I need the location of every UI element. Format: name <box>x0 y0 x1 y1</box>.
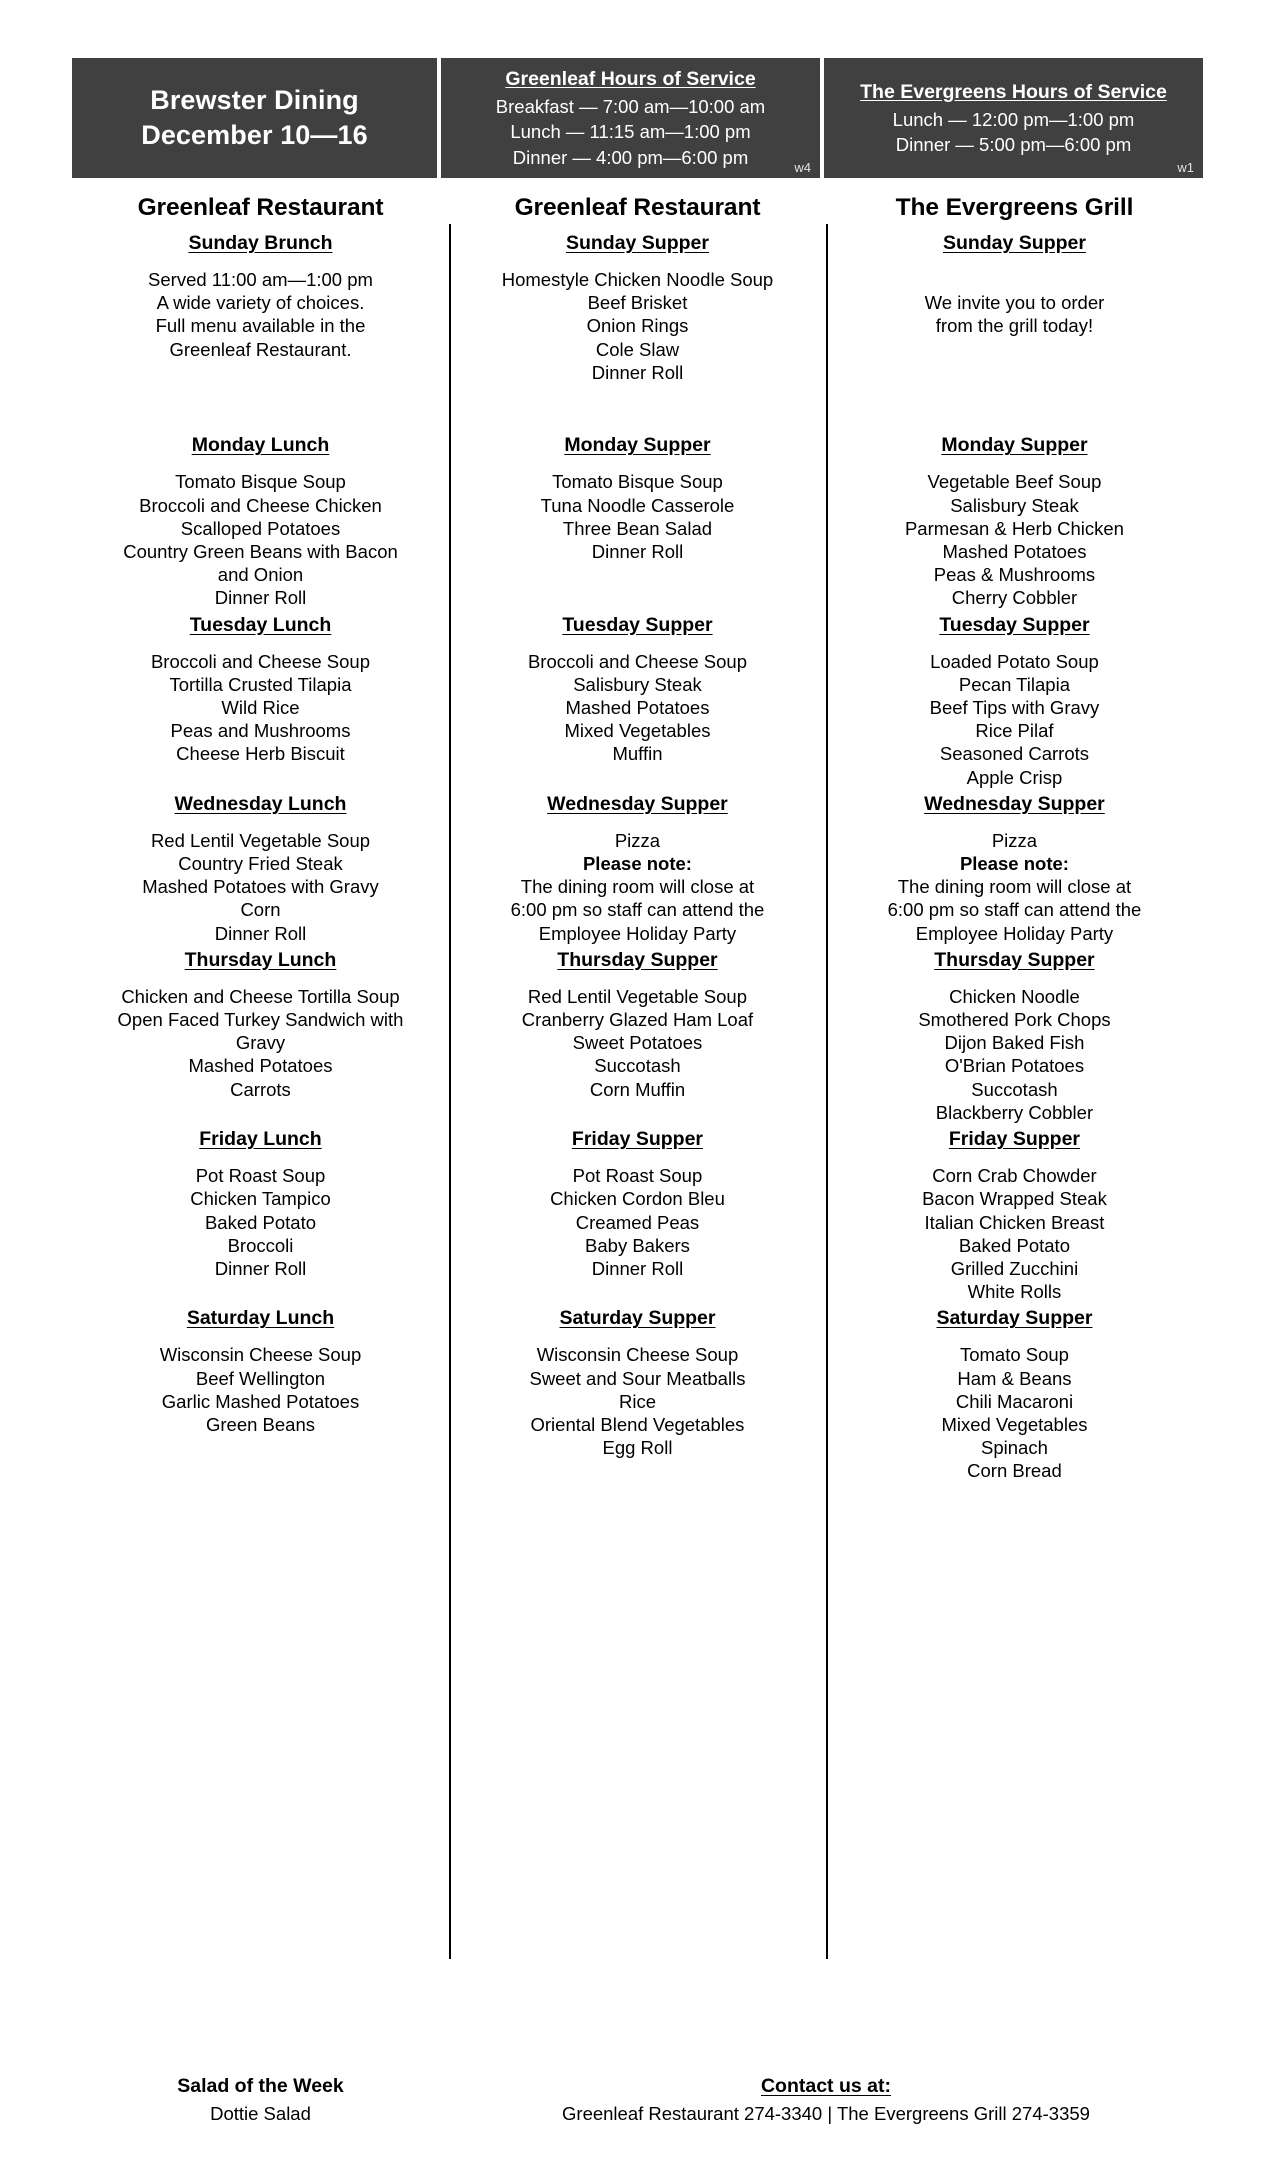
menu-page <box>0 58 1275 2158</box>
menu-item: Succotash <box>594 1055 681 1077</box>
menu-item: White Rolls <box>967 1281 1062 1303</box>
menu-item: Corn Bread <box>967 1460 1062 1482</box>
menu-item: Chicken Cordon Bleu <box>550 1188 725 1210</box>
menu-item: Red Lentil Vegetable Soup <box>150 829 371 851</box>
meal-heading: Thursday Supper <box>934 948 1095 971</box>
menu-item: Corn Crab Chowder <box>932 1165 1097 1187</box>
menu-item: Spinach <box>981 1437 1048 1459</box>
menu-column-2 <box>449 194 826 1487</box>
meal-spacer <box>457 563 818 609</box>
meal-block <box>834 949 1195 1124</box>
meal-heading: Thursday Lunch <box>184 948 337 971</box>
meal-block <box>457 949 818 1124</box>
meal-block <box>834 1128 1195 1303</box>
menu-item: Seasoned Carrots <box>939 743 1090 765</box>
menu-item: Mashed Potatoes <box>942 541 1087 563</box>
menu-item: Parmesan & Herb Chicken <box>904 517 1124 539</box>
menu-column-3 <box>826 194 1203 1487</box>
menu-item: Broccoli and Cheese Chicken <box>139 494 382 516</box>
meal-spacer <box>80 1436 441 1482</box>
menu-item: Wisconsin Cheese Soup <box>536 1344 739 1366</box>
meal-block <box>80 232 441 430</box>
menu-item: Pizza <box>614 829 661 851</box>
greenleaf-hours-heading: Greenleaf Hours of Service <box>505 68 756 91</box>
menu-item: Corn Muffin <box>589 1078 686 1100</box>
meal-heading: Sunday Brunch <box>188 232 333 254</box>
menu-item: Red Lentil Vegetable Soup <box>527 985 748 1007</box>
meal-heading: Friday Lunch <box>199 1128 322 1151</box>
meal-item-list <box>457 1164 818 1280</box>
menu-item: Greenleaf Restaurant. <box>169 338 352 360</box>
meal-heading: Monday Lunch <box>191 434 330 457</box>
meal-block <box>457 1307 818 1482</box>
menu-item: Green Beans <box>205 1413 315 1435</box>
meal-item-list <box>834 650 1195 789</box>
menu-item: Carrots <box>230 1078 291 1100</box>
menu-item: Pot Roast Soup <box>572 1165 703 1187</box>
menu-item: Tomato Bisque Soup <box>175 471 346 493</box>
meal-heading: Wednesday Supper <box>924 792 1105 815</box>
meal-block <box>834 614 1195 789</box>
menu-item: A wide variety of choices. <box>156 292 365 314</box>
meal-item-list <box>80 268 441 361</box>
meal-heading: Sunday Supper <box>942 232 1086 254</box>
meal-spacer <box>80 1101 441 1124</box>
menu-item: Employee Holiday Party <box>915 922 1114 944</box>
menu-item: Garlic Mashed Potatoes <box>161 1390 360 1412</box>
meal-heading: Saturday Supper <box>559 1307 716 1330</box>
contact-info <box>449 2075 1203 2126</box>
menu-item: The dining room will close at <box>520 876 755 898</box>
salad-value: Dottie Salad <box>210 2102 311 2124</box>
menu-item: Baked Potato <box>204 1211 317 1233</box>
menu-item: Smothered Pork Chops <box>918 1009 1111 1031</box>
meal-block <box>457 614 818 789</box>
menu-item: O'Brian Potatoes <box>944 1055 1085 1077</box>
menu-item: Dinner Roll <box>214 922 307 944</box>
meal-spacer <box>457 384 818 430</box>
menu-item: Dinner Roll <box>214 1257 307 1279</box>
menu-item: Bacon Wrapped Steak <box>922 1188 1107 1210</box>
menu-item: Peas and Mushrooms <box>170 720 351 742</box>
meal-block <box>834 434 1195 609</box>
menu-item <box>834 268 1195 291</box>
meal-block <box>80 949 441 1124</box>
meal-block <box>834 793 1195 945</box>
meal-spacer <box>457 1459 818 1482</box>
column-title: Greenleaf Restaurant <box>137 194 384 221</box>
menu-item: Mashed Potatoes <box>188 1055 333 1077</box>
menu-item: Grilled Zucchini <box>950 1257 1079 1279</box>
menu-column-1 <box>72 194 449 1487</box>
menu-item: Three Bean Salad <box>562 517 713 539</box>
meal-block <box>80 1128 441 1303</box>
meal-item-list <box>457 1343 818 1459</box>
menu-item: Muffin <box>612 743 663 765</box>
menu-item: Sweet Potatoes <box>572 1032 703 1054</box>
meal-heading: Monday Supper <box>564 434 711 457</box>
menu-item: Italian Chicken Breast <box>924 1211 1105 1233</box>
menu-item: Beef Tips with Gravy <box>929 697 1100 719</box>
menu-item: Cherry Cobbler <box>951 587 1078 609</box>
meal-item-list <box>457 829 818 945</box>
menu-item: from the grill today! <box>935 315 1094 337</box>
meal-spacer <box>457 1101 818 1124</box>
meal-block <box>80 793 441 945</box>
meal-item-list <box>80 470 441 609</box>
menu-item: Beef Brisket <box>587 292 688 314</box>
meal-item-list <box>834 829 1195 945</box>
menu-item: Gravy <box>235 1032 286 1054</box>
meal-item-list <box>834 1343 1195 1482</box>
menu-item: Wild Rice <box>221 697 300 719</box>
menu-item: Chicken Tampico <box>190 1188 331 1210</box>
menu-item: Chicken Noodle <box>949 985 1080 1007</box>
meal-spacer <box>80 361 441 431</box>
meal-block <box>80 614 441 789</box>
menu-item: Full menu available in the <box>155 315 366 337</box>
meal-spacer <box>457 1280 818 1303</box>
menu-item: Mashed Potatoes with Gravy <box>142 876 379 898</box>
menu-item: Mixed Vegetables <box>564 720 711 742</box>
menu-item: Corn <box>240 899 281 921</box>
meal-heading: Tuesday Supper <box>562 613 713 636</box>
meal-heading: Wednesday Lunch <box>174 792 347 815</box>
contact-phone-line: Greenleaf Restaurant 274-3340 | The Evergreens Grill 274-3359 <box>562 2102 1090 2124</box>
meal-item-list <box>80 1164 441 1280</box>
meal-block <box>834 1307 1195 1482</box>
meal-heading: Saturday Lunch <box>186 1307 335 1330</box>
menu-item: The dining room will close at <box>897 876 1132 898</box>
meal-heading: Tuesday Lunch <box>189 613 332 636</box>
meal-item-list <box>80 650 441 766</box>
menu-item: Sweet and Sour Meatballs <box>529 1367 746 1389</box>
menu-item: Please note: <box>582 853 692 875</box>
menu-item: Cheese Herb Biscuit <box>176 743 345 765</box>
column-title: The Evergreens Grill <box>895 194 1134 221</box>
menu-item: Wisconsin Cheese Soup <box>159 1344 362 1366</box>
salad-of-the-week <box>72 2075 449 2126</box>
menu-item: Blackberry Cobbler <box>935 1101 1094 1123</box>
menu-item: Apple Crisp <box>966 766 1063 788</box>
menu-item: Egg Roll <box>602 1437 673 1459</box>
menu-item: 6:00 pm so staff can attend the <box>887 899 1142 921</box>
page-title-line2: December 10—16 <box>141 120 368 150</box>
meal-item-list <box>457 470 818 563</box>
menu-item: Homestyle Chicken Noodle Soup <box>501 269 774 290</box>
meal-spacer <box>457 766 818 789</box>
menu-item: Rice Pilaf <box>975 720 1054 742</box>
meal-item-list <box>834 268 1195 338</box>
meal-spacer <box>834 338 1195 431</box>
salad-heading: Salad of the Week <box>177 2074 344 2097</box>
menu-item: Baked Potato <box>958 1234 1070 1256</box>
greenleaf-hours-dinner: Dinner — 4:00 pm—6:00 pm <box>512 146 749 168</box>
menu-item: Tortilla Crusted Tilapia <box>169 673 352 695</box>
greenleaf-week-tag: w4 <box>794 160 811 175</box>
meal-block <box>80 434 441 609</box>
meal-heading: Tuesday Supper <box>939 613 1090 636</box>
menu-item: Broccoli and Cheese Soup <box>527 650 747 672</box>
menu-item: Pecan Tilapia <box>958 673 1070 695</box>
menu-item: Country Green Beans with Bacon <box>123 541 398 563</box>
menu-item: Oriental Blend Vegetables <box>530 1413 745 1435</box>
greenleaf-hours-breakfast: Breakfast — 7:00 am—10:00 am <box>495 96 766 118</box>
menu-item: and Onion <box>217 564 304 586</box>
evergreens-hours-lunch: Lunch — 12:00 pm—1:00 pm <box>892 108 1135 130</box>
evergreens-week-tag: w1 <box>1177 160 1194 175</box>
meal-spacer <box>80 766 441 789</box>
meal-item-list <box>834 985 1195 1124</box>
menu-item: Salisbury Steak <box>950 494 1079 516</box>
menu-item: Mashed Potatoes <box>565 697 710 719</box>
header-bar <box>72 58 1203 178</box>
meal-item-list <box>834 1164 1195 1303</box>
meal-block <box>834 232 1195 430</box>
menu-item: Dinner Roll <box>591 361 684 383</box>
meal-heading: Monday Supper <box>941 434 1088 457</box>
menu-item: Succotash <box>971 1078 1058 1100</box>
menu-columns <box>72 194 1203 1487</box>
page-footer <box>72 2075 1203 2126</box>
meal-heading: Saturday Supper <box>936 1307 1093 1330</box>
menu-item: Cranberry Glazed Ham Loaf <box>521 1009 754 1031</box>
menu-item: Dinner Roll <box>214 587 307 609</box>
evergreens-hours-dinner: Dinner — 5:00 pm—6:00 pm <box>895 134 1132 155</box>
contact-heading: Contact us at: <box>760 2074 891 2097</box>
meal-block <box>457 1128 818 1303</box>
menu-item: Pizza <box>991 829 1038 851</box>
meal-item-list <box>80 985 441 1101</box>
meal-item-list <box>457 650 818 766</box>
menu-item: Beef Wellington <box>195 1367 326 1389</box>
meal-block <box>457 793 818 945</box>
meal-item-list <box>457 268 818 384</box>
menu-item: Loaded Potato Soup <box>930 650 1099 672</box>
meal-block <box>457 232 818 430</box>
meal-heading: Wednesday Supper <box>547 792 728 815</box>
greenleaf-hours-lunch: Lunch — 11:15 am—1:00 pm <box>510 121 751 143</box>
menu-item: Cole Slaw <box>595 338 680 360</box>
menu-item: Employee Holiday Party <box>538 922 737 944</box>
menu-item: Mixed Vegetables <box>941 1413 1088 1435</box>
column-title: Greenleaf Restaurant <box>514 194 761 221</box>
menu-item: Broccoli <box>227 1234 294 1256</box>
menu-item: Dinner Roll <box>591 1257 684 1279</box>
meal-item-list <box>80 829 441 945</box>
menu-item: Ham & Beans <box>957 1367 1072 1389</box>
meal-block <box>80 1307 441 1482</box>
meal-block <box>457 434 818 609</box>
evergreens-hours-panel <box>824 58 1203 178</box>
menu-item: 6:00 pm so staff can attend the <box>510 899 765 921</box>
menu-item: We invite you to order <box>924 292 1105 314</box>
meal-spacer <box>80 1280 441 1303</box>
evergreens-hours-heading: The Evergreens Hours of Service <box>860 80 1167 103</box>
greenleaf-hours-panel <box>441 58 820 178</box>
menu-item: Tomato Bisque Soup <box>552 471 723 493</box>
page-title-line1: Brewster Dining <box>150 84 359 115</box>
menu-item: Onion Rings <box>586 315 689 337</box>
menu-item: Served 11:00 am—1:00 pm <box>148 269 373 290</box>
meal-heading: Thursday Supper <box>557 948 718 971</box>
meal-heading: Sunday Supper <box>565 232 709 254</box>
menu-item: Tomato Soup <box>959 1344 1069 1366</box>
menu-item: Chicken and Cheese Tortilla Soup <box>121 985 400 1007</box>
dining-title-panel <box>72 58 437 178</box>
menu-item: Salisbury Steak <box>573 673 702 695</box>
meal-item-list <box>834 470 1195 609</box>
meal-heading: Friday Supper <box>948 1128 1081 1151</box>
menu-item: Tuna Noodle Casserole <box>540 494 735 516</box>
menu-item: Pot Roast Soup <box>195 1165 326 1187</box>
menu-item: Dinner Roll <box>591 541 684 563</box>
menu-item: Broccoli and Cheese Soup <box>150 650 371 672</box>
menu-item: Peas & Mushrooms <box>933 564 1096 586</box>
menu-item: Scalloped Potatoes <box>180 517 341 539</box>
menu-item: Chili Macaroni <box>955 1390 1074 1412</box>
menu-item: Vegetable Beef Soup <box>927 471 1102 493</box>
meal-heading: Friday Supper <box>571 1128 704 1151</box>
menu-item: Open Faced Turkey Sandwich with <box>117 1009 404 1031</box>
menu-item: Please note: <box>959 853 1069 875</box>
menu-item: Country Fried Steak <box>178 853 343 875</box>
meal-item-list <box>457 985 818 1101</box>
menu-item: Dijon Baked Fish <box>944 1032 1085 1054</box>
menu-item: Rice <box>618 1390 656 1412</box>
meal-item-list <box>80 1343 441 1436</box>
menu-item: Baby Bakers <box>585 1234 690 1256</box>
menu-item: Creamed Peas <box>575 1211 700 1233</box>
